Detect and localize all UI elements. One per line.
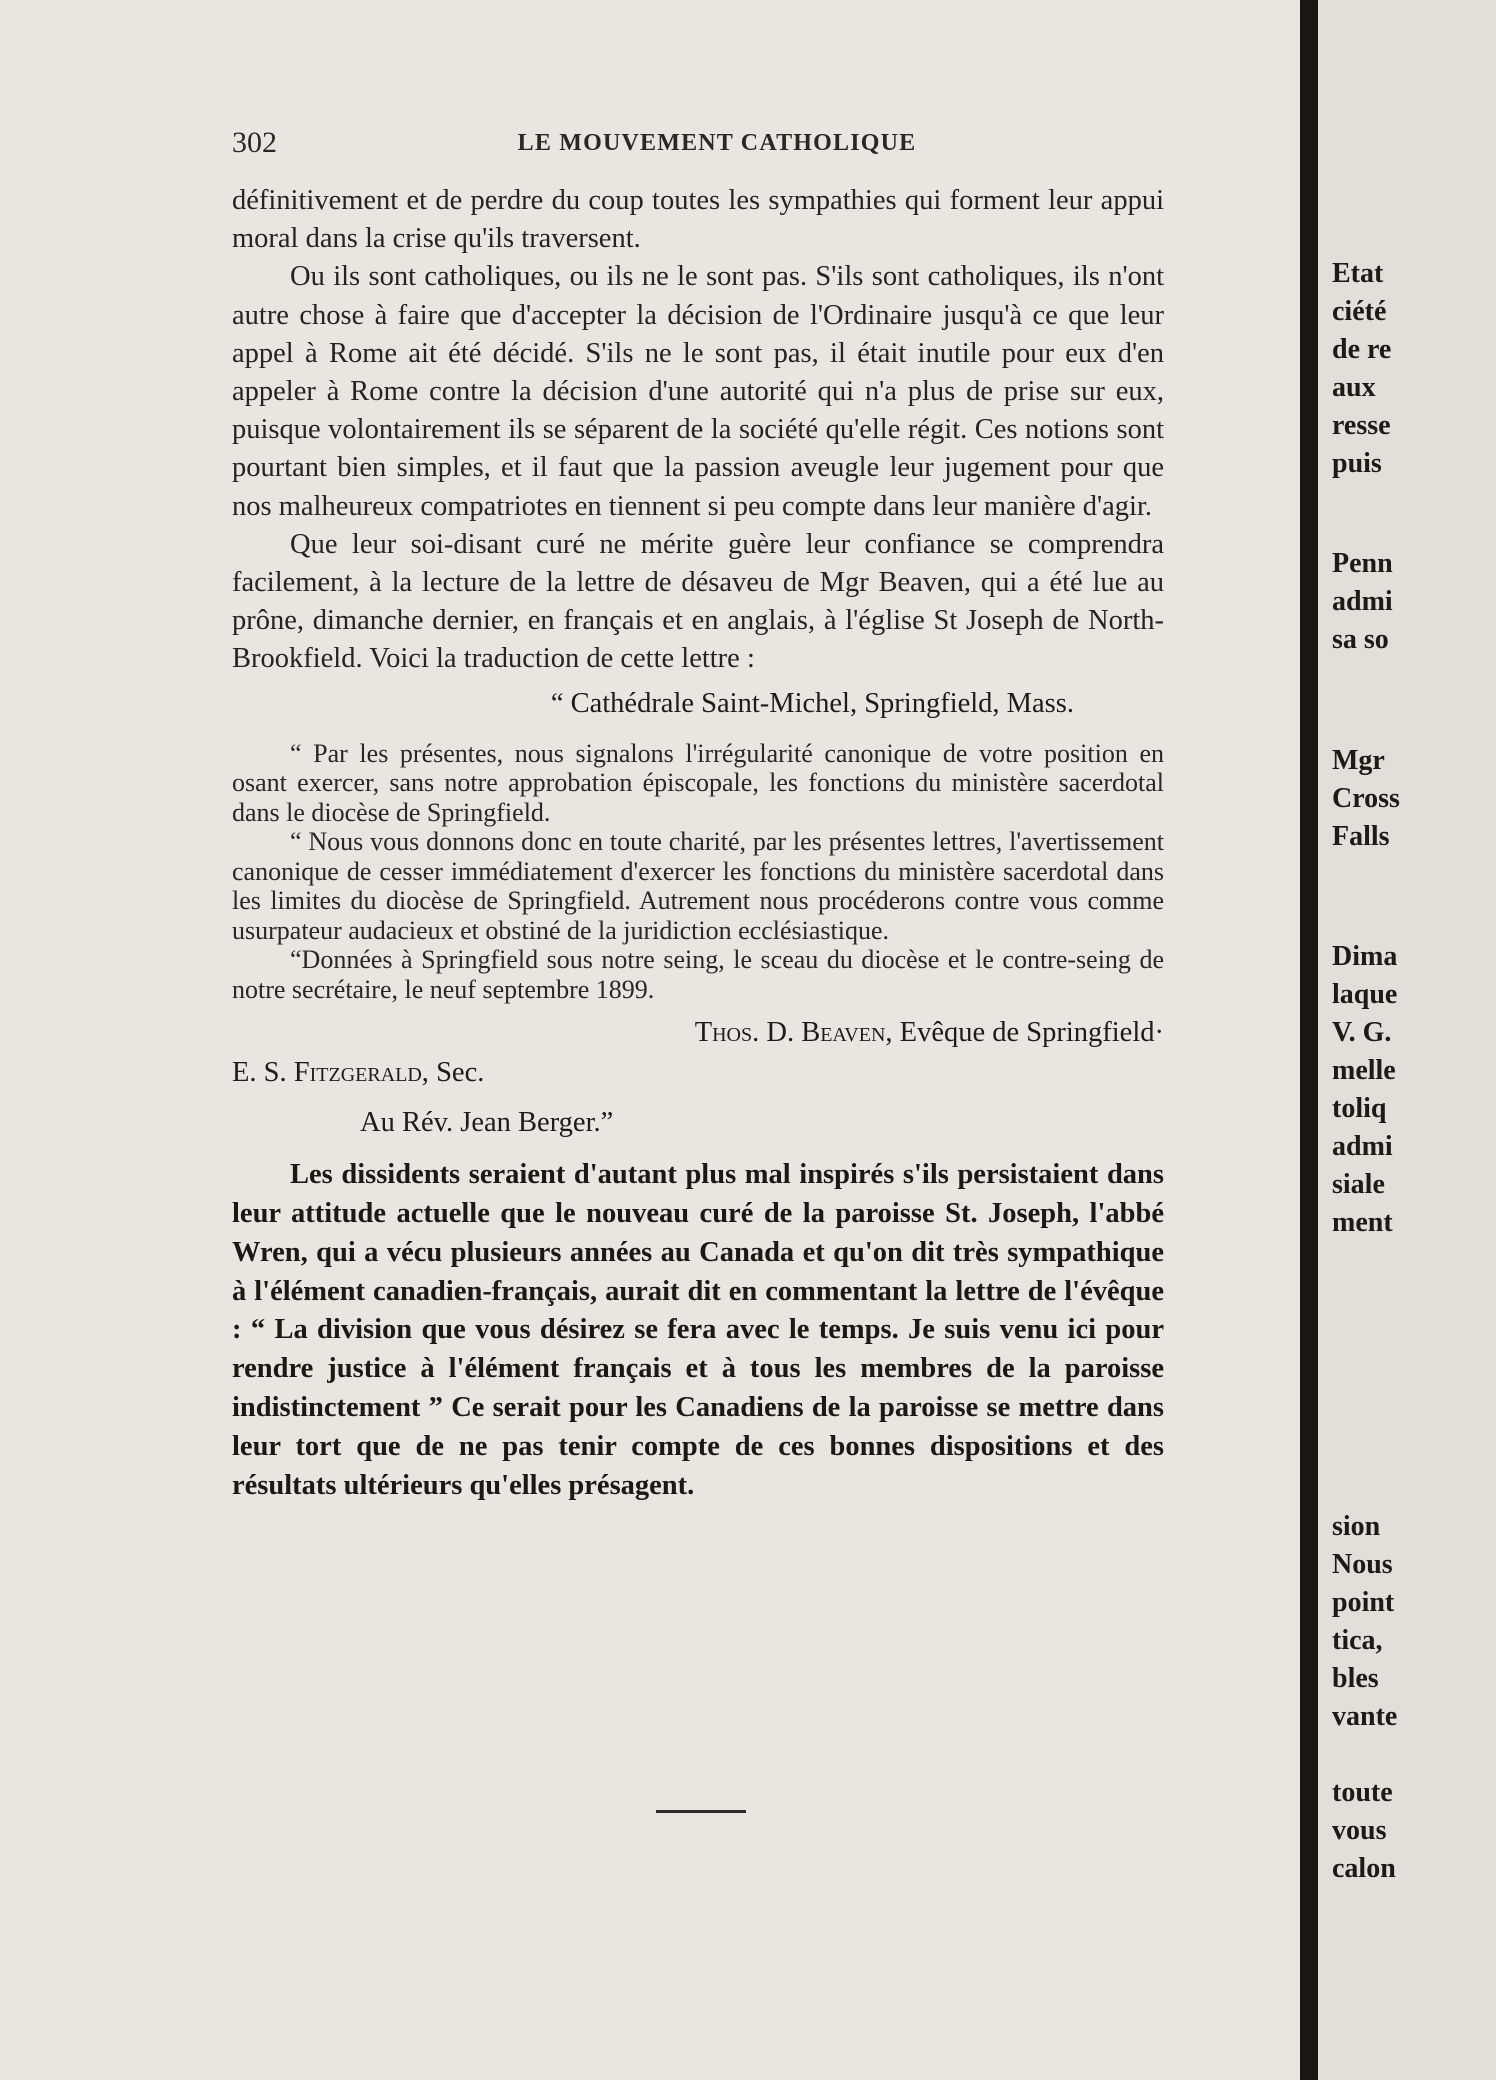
letter-paragraph: “ Nous vous donnons donc en toute charité, par les présentes lettres, l'avertissement canonique de cesser immédiatement d'exercer les fonctions du ministère sacerdotal dans les limites du diocèse de Springfield. Autrement nous procéderons contre vous comme usurpateur audacieux et obstiné de la juridiction ecclésiastique.: [232, 827, 1164, 945]
letter-addressee: Au Rév. Jean Berger.”: [360, 1107, 614, 1139]
secretary-signature: [232, 1054, 1164, 1092]
paragraph-dissidents: Les dissidents seraient d'autant plus mal inspirés s'ils persistaient dans leur attitude actuelle que le nouveau curé de la paroisse St. Joseph, l'abbé Wren, qui a vécu plusieurs années au Canada et qu'on dit très sympathique à l'élément canadien-français, aurait dit en commentant la lettre de l'évêque : “ La division que vous désirez se fera avec le temps. Je suis venu ici pour rendre justice à l'élément français et à tous les membres de la paroisse indistinctement ” Ce serait pour les Canadiens de la paroisse se mettre dans leur tort que de ne pas tenir compte de ces bonnes dispositions et des résultats ultérieurs qu'elles présagent.: [232, 1159, 1164, 1501]
paragraph-continuation: définitivement et de perdre du coup toutes les sympathies qui forment leur appui moral dans la crise qu'ils traversent.: [232, 185, 1164, 255]
paragraph-catholic-argument: Ou ils sont catholiques, ou ils ne le sont pas. S'ils sont catholiques, ils n'ont autre chose à faire que d'accepter la décision de l'Ordinaire jusqu'à ce que leur appel à Rome ait été décidé. S'ils ne le sont pas, il était inutile pour eux d'en appeler à Rome contre la décision d'une autorité qui n'a plus de prise sur eux, puisque volontairement ils se séparent de la société qu'elle régit. Ces notions sont pourtant bien simples, et il faut que la passion aveugle leur jugement pour que nos malheureux compatriotes en tiennent si peu compte dans leur manière d'agir.: [232, 261, 1164, 522]
right-page-text: toute vous calon: [1332, 1777, 1396, 1884]
right-page-text: Etat ciété de re aux resse puis: [1332, 258, 1392, 479]
secretary-title: Sec.: [436, 1057, 485, 1089]
secretary-name: E. S. Fitzgerald,: [232, 1057, 429, 1089]
running-head: LE MOUVEMENT CATHOLIQUE: [517, 130, 917, 156]
right-page-text: Mgr Cross Falls: [1332, 745, 1400, 852]
letter-place: “ Cathédrale Saint-Michel, Springfield, Mass.: [550, 687, 1074, 719]
signature-name: Thos. D. Beaven,: [694, 1017, 893, 1049]
bishop-signature: [232, 1014, 1164, 1052]
paragraph-letter-intro: Que leur soi-disant curé ne mérite guère leur confiance se comprendra facilement, à la lecture de la lettre de désaveu de Mgr Beaven, qui a été lue au prône, dimanche dernier, en français et en anglais, à l'église St Joseph de North-Brookfield. Voici la traduction de cette lettre :: [232, 528, 1164, 675]
book-gutter: [1300, 0, 1318, 2080]
section-rule: [656, 1810, 746, 1813]
spacer: [232, 1142, 1164, 1156]
right-page-text: Penn admi sa so: [1332, 548, 1393, 655]
spacer: [232, 723, 1164, 739]
right-page-text: Dima laque V. G. melle toliq admi siale ment: [1332, 941, 1398, 1238]
page-header: [232, 120, 1162, 160]
letter-paragraph: “Données à Springfield sous notre seing, le sceau du diocèse et le contre-seing de notre secrétaire, le neuf septembre 1899.: [232, 945, 1164, 1004]
right-page-fragment: [1318, 0, 1496, 2080]
signature-title: Evêque de Springfield·: [899, 1017, 1164, 1049]
page-body: [232, 182, 1164, 1505]
right-page-text: sion Nous point tica, bles vante: [1332, 1511, 1398, 1732]
letter-paragraph: “ Par les présentes, nous signalons l'irrégularité canonique de votre position en osant exercer, sans notre approbation épiscopale, les fonctions du ministère sacerdotal dans le diocèse de Springfield.: [232, 738, 1164, 827]
page-number: 302: [232, 126, 277, 159]
